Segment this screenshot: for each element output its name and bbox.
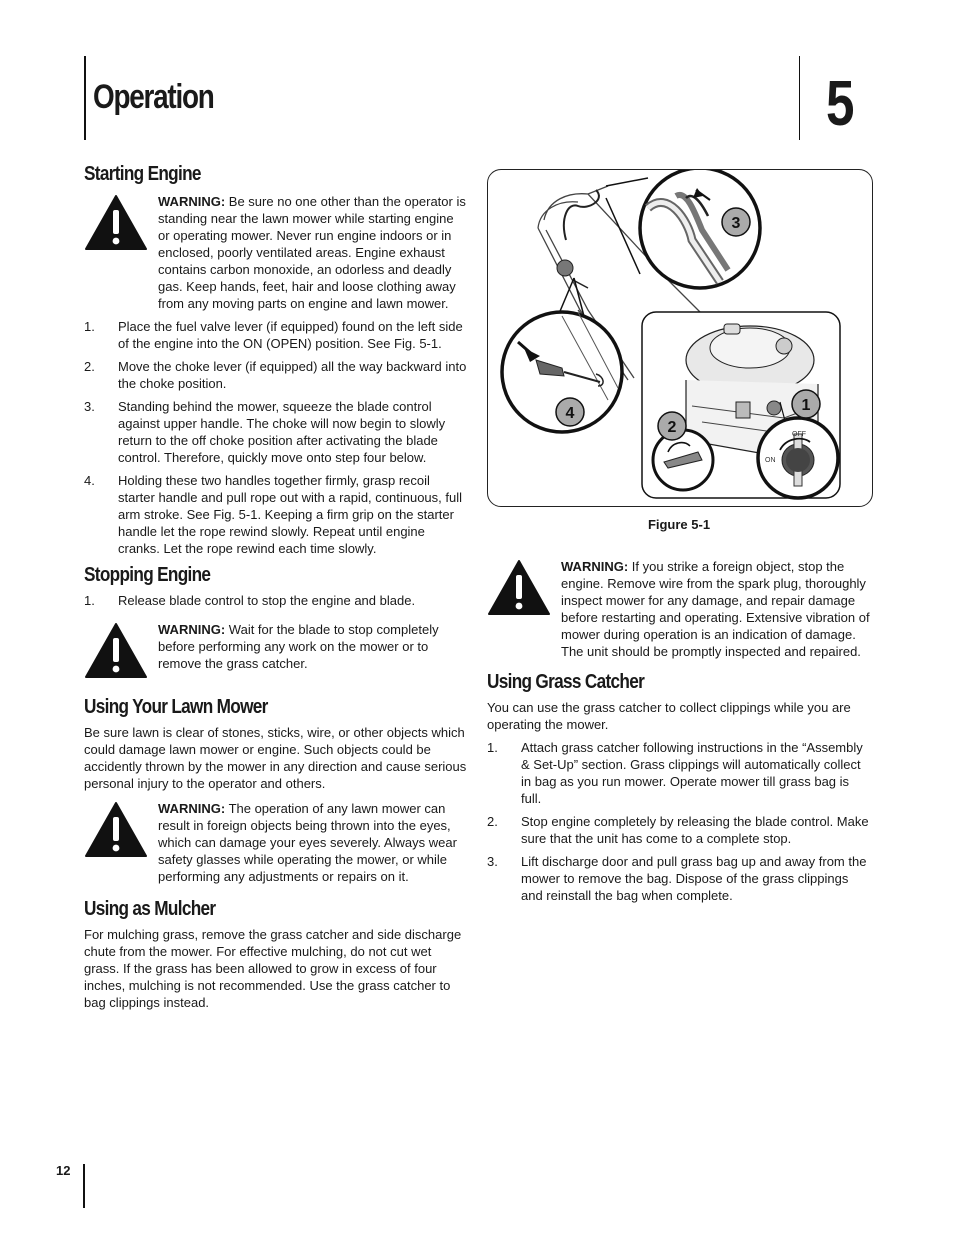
warning-label: WARNING: (158, 622, 226, 637)
step-number: 3. (84, 399, 95, 414)
step-number: 1. (84, 593, 95, 608)
list-item (487, 739, 871, 807)
step-text: Place the fuel valve lever (if equipped) found on the left side of the engine into the ON (OPEN) position. See Fig. 5-1. (118, 319, 463, 351)
step-text: Standing behind the mower, squeeze the blade control against upper handle. The choke will now begin to slowly return to the off choke position after activating the blade control. Therefore, quickly move onto step four below. (118, 399, 446, 465)
stopping-engine-steps (84, 592, 468, 609)
step-text: Release blade control to stop the engine and blade. (118, 593, 416, 608)
list-item (84, 592, 468, 609)
figure-illustration (488, 170, 872, 506)
page-number: 12 (56, 1163, 71, 1178)
fuel-valve-inset (653, 430, 713, 490)
figure-caption: Figure 5-1 (647, 517, 711, 532)
valve-off-label: OFF (792, 431, 806, 438)
step-text: Stop engine completely by releasing the blade control. Make sure that the unit has come to a complete stop. (521, 814, 869, 846)
list-item (84, 318, 468, 352)
grass-catcher-intro: You can use the grass catcher to collect clippings while you are operating the mower. (487, 700, 851, 732)
svg-text:1: 1 (801, 397, 811, 414)
starting-engine-warning (84, 193, 468, 312)
stopping-engine-warning (84, 621, 468, 683)
list-item (84, 358, 468, 392)
chapter-rule (799, 56, 800, 140)
warning-icon (84, 193, 158, 312)
grass-catcher-heading: Using Grass Catcher (487, 671, 645, 693)
warning-text: If you strike a foreign object, stop the engine. Remove wire from the spark plug, thoroughly inspect mower for any damage, and repair damage before restarting and operating. Extensive vibration of mower during operation is an indication of damage. The unit should be promptly inspected and repaired. (561, 559, 870, 659)
stopping-engine-heading: Stopping Engine (84, 564, 211, 586)
step-number: 2. (487, 814, 498, 829)
step-text: Attach grass catcher following instructions in the “Assembly & Set-Up” section. Grass clippings will automatically collect in bag as you run mower. Operate mower till grass bag is full. (521, 740, 863, 806)
callout-1 (792, 390, 820, 418)
step-number: 3. (487, 854, 498, 869)
step-number: 1. (84, 319, 95, 334)
using-mower-body: Be sure lawn is clear of stones, sticks, wire, or other objects which could damage lawn mower or engine. Such objects could be accidently thrown by the mower in any direction and cause serious personal injury to the operator and others. (84, 725, 467, 791)
footer-rule (83, 1164, 85, 1208)
warning-icon (84, 800, 158, 885)
page-title: Operation (93, 78, 214, 116)
using-mower-heading: Using Your Lawn Mower (84, 696, 268, 718)
step-text: Holding these two handles together firmly, grasp recoil starter handle and pull rope out with a rapid, continuous, full arm stroke. See Fig. 5-1. Keeping a firm grip on the starter handle let the rope rewind slowly. Repeat until engine cranks. Let the rope rewind each time slowly. (118, 473, 462, 556)
list-item (487, 853, 871, 904)
valve-on-label: ON (765, 457, 776, 464)
step-text: Move the choke lever (if equipped) all the way backward into the choke position. (118, 359, 467, 391)
callout-2 (658, 412, 686, 440)
warning-icon (487, 558, 561, 660)
left-column (84, 163, 468, 1011)
warning-label: WARNING: (158, 194, 226, 209)
list-item (84, 398, 468, 466)
mulcher-body: For mulching grass, remove the grass catcher and side discharge chute from the mower. For effective mulching, do not cut wet grass. If the grass has been allowed to grow in excess of four inches, mulching is not recommended. Use the grass catcher to bag clippings instead. (84, 927, 462, 1010)
mulcher-heading: Using as Mulcher (84, 898, 216, 920)
warning-text: Be sure no one other than the operator is standing near the lawn mower while starting engine or operating mower. Never run engine indoors or in enclosed, poorly ventilated areas. Engine exhaust contains carbon monoxide, an odorless and deadly gas. Keep hands, feet, hair and loose clothing away from any moving parts on engine and lawn mower. (158, 194, 466, 311)
svg-text:4: 4 (565, 405, 575, 422)
step-number: 2. (84, 359, 95, 374)
list-item (487, 813, 871, 847)
step-number: 1. (487, 740, 498, 755)
callout-4 (556, 398, 584, 426)
using-mower-warning (84, 800, 468, 885)
title-rule (84, 56, 86, 140)
warning-text: Wait for the blade to stop completely before performing any work on the mower or to remove the grass catcher. (158, 622, 439, 671)
starting-engine-steps (84, 318, 468, 557)
step-number: 4. (84, 473, 95, 488)
svg-text:2: 2 (667, 419, 677, 436)
starting-engine-heading: Starting Engine (84, 163, 201, 185)
chapter-number: 5 (826, 67, 855, 139)
step-text: Lift discharge door and pull grass bag up and away from the mower to remove the bag. Dispose of the grass clippings and reinstall the bag when complete. (521, 854, 867, 903)
list-item (84, 472, 468, 557)
callout-3 (722, 208, 750, 236)
grass-catcher-steps (487, 739, 871, 904)
foreign-object-warning (487, 558, 871, 660)
warning-label: WARNING: (158, 801, 226, 816)
warning-label: WARNING: (561, 559, 629, 574)
warning-icon (84, 621, 158, 683)
right-column (487, 558, 871, 904)
svg-text:3: 3 (731, 215, 741, 232)
figure-5-1 (487, 169, 873, 507)
warning-text: The operation of any lawn mower can result in foreign objects being thrown into the eyes, which can damage your eyes severely. Always wear safety glasses while operating the mower, or while performing any adjustments or repairs on it. (158, 801, 457, 884)
